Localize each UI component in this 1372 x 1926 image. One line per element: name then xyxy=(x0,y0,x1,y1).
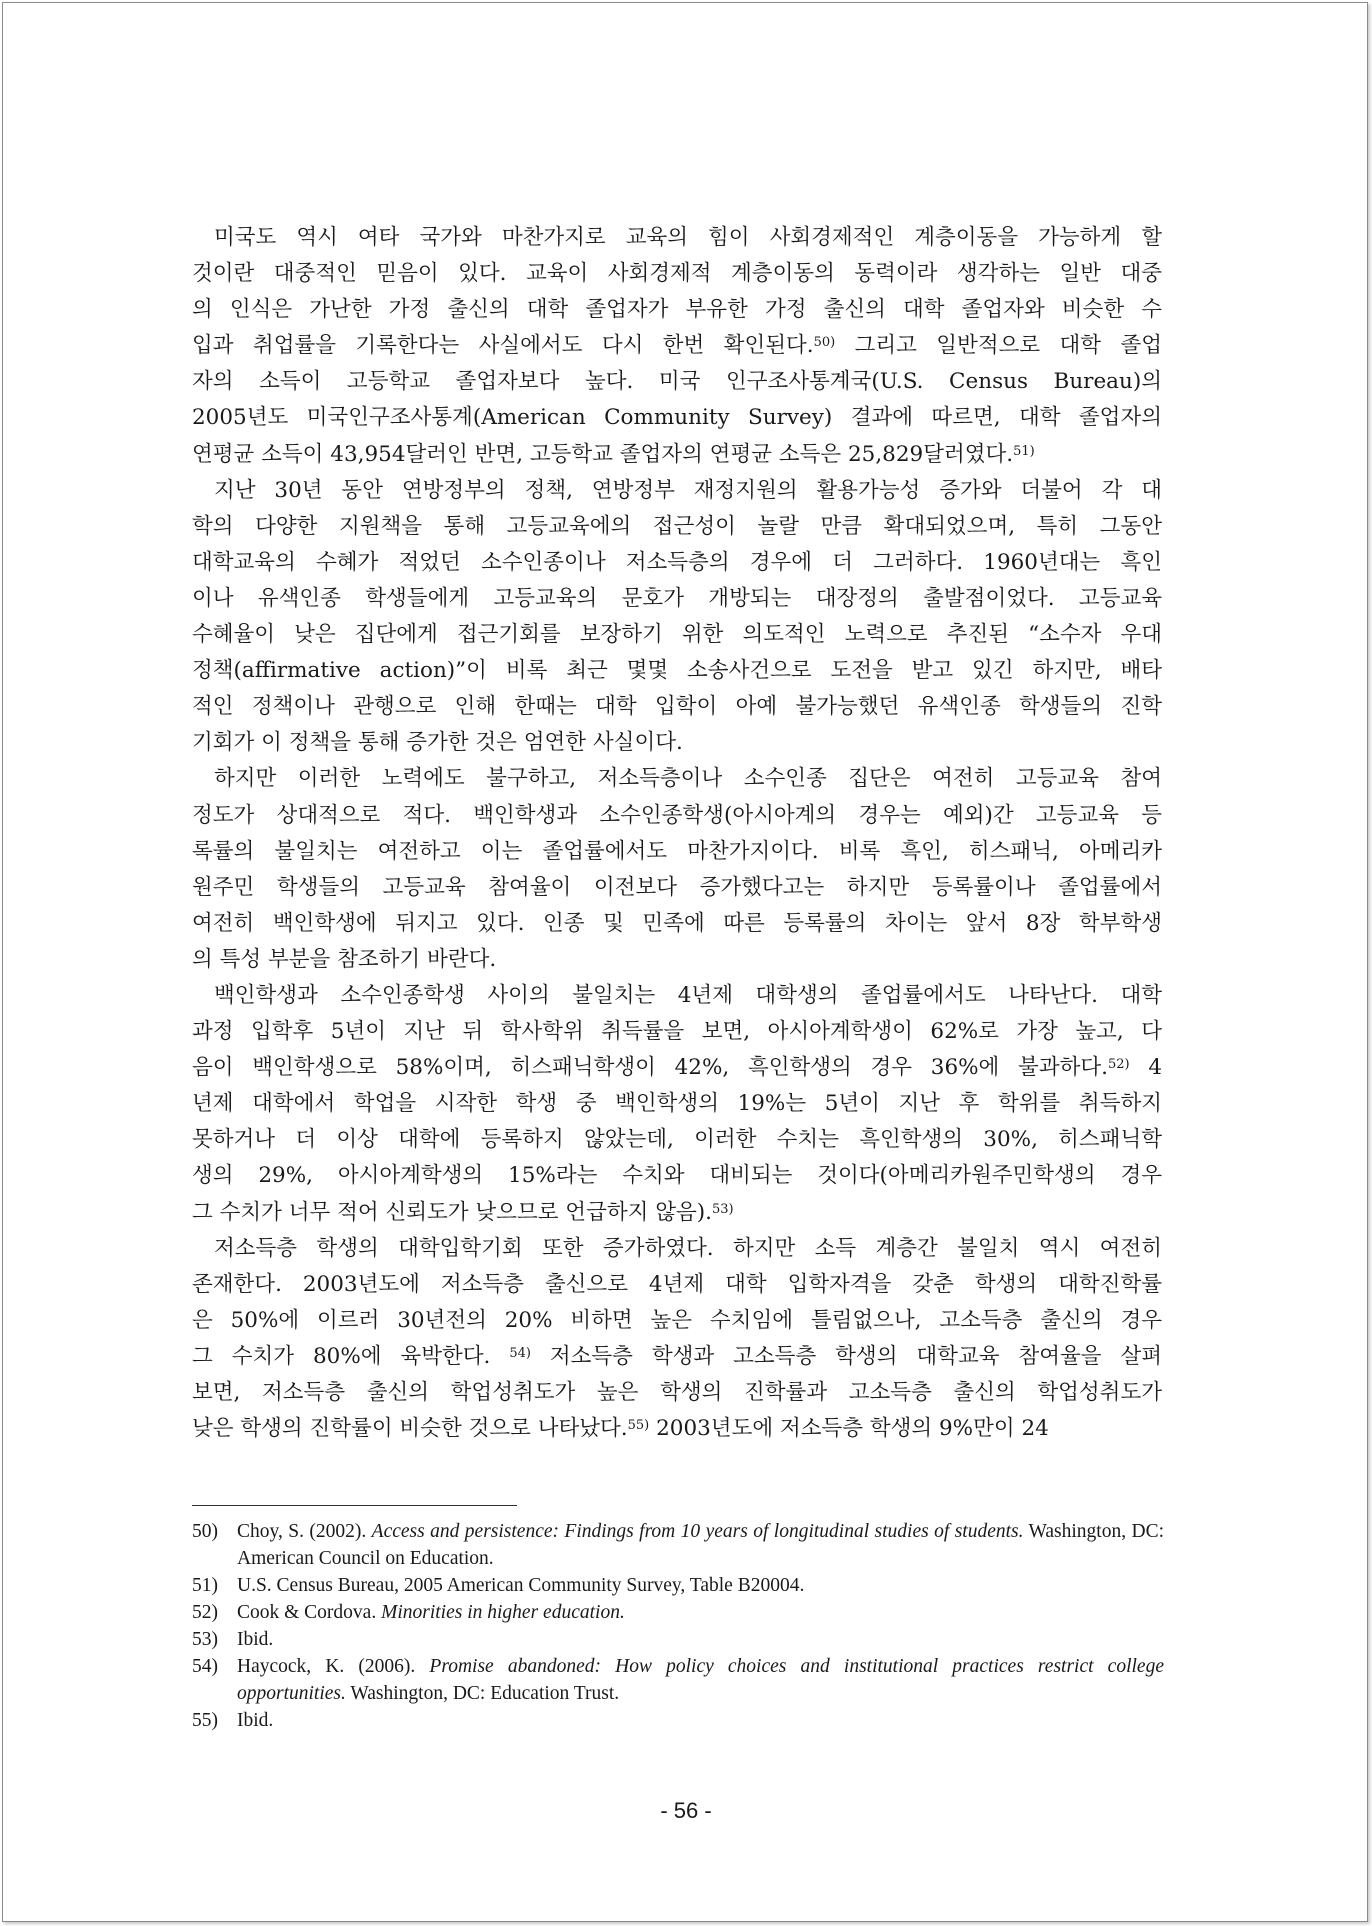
footnote-item xyxy=(192,1653,1164,1707)
text-line: 학의 다양한 지원책을 통해 고등교육에의 접근성이 놀랄 만큼 확대되었으며, 특히 그동안 xyxy=(192,513,1162,539)
text-line: 년제 대학에서 학업을 시작한 학생 중 백인학생의 19%는 5년이 지난 후 학위를 취득하지 xyxy=(192,1091,1162,1117)
footnote-number: 50) xyxy=(192,1521,218,1542)
footnote-item xyxy=(192,1599,1164,1626)
text-line: 기회가 이 정책을 통해 증가한 것은 엄연한 사실이다. xyxy=(192,730,683,756)
text-line: 지난 30년 동안 연방정부의 정책, 연방정부 재정지원의 활용가능성 증가와 더불어 각 대 xyxy=(214,477,1162,503)
text-line: 미국도 역시 여타 국가와 마찬가지로 교육의 힘이 사회경제적인 계층이동을 가능하게 할 xyxy=(214,225,1162,250)
footnote-item xyxy=(192,1707,1164,1734)
text-line: 이나 유색인종 학생들에게 고등교육의 문호가 개방되는 대장정의 출발점이었다. 고등교육 xyxy=(192,585,1162,611)
text-line: 그 수치가 80%에 육박한다. $^{54)}$ 저소득층 학생과 고소득층 학생의 대학교육 참여율을 살펴 xyxy=(192,1343,1162,1369)
footnote-text: Choy, S. (2002). Access and persistence: Findings from 10 years of longitudinal studies of students. Washington, DC: American Council on Education. xyxy=(237,1521,1164,1569)
body-paragraph xyxy=(192,1231,1162,1448)
text-line: 못하거나 더 이상 대학에 등록하지 않았는데, 이러한 수치는 흑인학생의 30%, 히스패닉학 xyxy=(192,1127,1162,1153)
text-line: 백인학생과 소수인종학생 사이의 불일치는 4년제 대학생의 졸업률에서도 나타난다. 대학 xyxy=(214,982,1162,1008)
footnote-number: 52) xyxy=(192,1602,218,1623)
page-number: - 56 - xyxy=(660,1798,712,1823)
text-line: 그 수치가 너무 적어 신뢰도가 낮으므로 언급하지 않음).$^{53)}$ xyxy=(192,1199,734,1225)
text-line: 연평균 소득이 43,954달러인 반면, 고등학교 졸업자의 연평균 소득은 25,829달러였다.$^{51)}$ xyxy=(192,441,1035,467)
text-line: 원주민 학생들의 고등교육 참여율이 이전보다 증가했다고는 하지만 등록률이나 졸업률에서 xyxy=(192,874,1162,900)
footnote-item xyxy=(192,1518,1164,1572)
text-line: 자의 소득이 고등학교 졸업자보다 높다. 미국 인구조사통계국(U.S. Census Bureau)의 xyxy=(192,369,1162,395)
footnotes xyxy=(192,1518,1164,1734)
footnote-ref: 53) xyxy=(711,1201,734,1217)
text-line: 적인 정책이나 관행으로 인해 한때는 대학 입학이 아예 불가능했던 유색인종 학생들의 진학 xyxy=(192,694,1162,720)
body-paragraph xyxy=(192,220,1162,473)
text-line: 입과 취업률을 기록한다는 사실에서도 다시 한번 확인된다.$^{50)}$ 그리고 일반적으로 대학 졸업 xyxy=(192,333,1162,359)
body-text xyxy=(192,220,1162,1447)
footnote-number: 53) xyxy=(192,1629,218,1650)
footnote-ref: 52) xyxy=(1107,1057,1130,1073)
text-line: 생의 29%, 아시아계학생의 15%라는 수치와 대비되는 것이다(아메리카원주민학생의 경우 xyxy=(192,1163,1162,1189)
text-line: 정도가 상대적으로 적다. 백인학생과 소수인종학생(아시아계의 경우는 예외)간 고등교육 등 xyxy=(192,802,1162,828)
footnote-text: Haycock, K. (2006). Promise abandoned: How policy choices and institutional practices restrict college opportunities. Washington, DC: Education Trust. xyxy=(237,1656,1164,1704)
body-paragraph xyxy=(192,473,1162,762)
text-line: 저소득층 학생의 대학입학기회 또한 증가하였다. 하지만 소득 계층간 불일치 역시 여전히 xyxy=(214,1235,1162,1261)
text-line: 여전히 백인학생에 뒤지고 있다. 인종 및 민족에 따른 등록률의 차이는 앞서 8장 학부학생 xyxy=(192,910,1162,936)
text-line: 것이란 대중적인 믿음이 있다. 교육이 사회경제적 계층이동의 동력이라 생각하는 일반 대중 xyxy=(192,261,1162,287)
text-line: 록률의 불일치는 여전하고 이는 졸업률에서도 마찬가지이다. 비록 흑인, 히스패닉, 아메리카 xyxy=(192,838,1162,864)
footnote-item xyxy=(192,1572,1164,1599)
text-line: 정책(affirmative action)”이 비록 최근 몇몇 소송사건으로 도전을 받고 있긴 하지만, 배타 xyxy=(192,658,1162,684)
footnote-number: 55) xyxy=(192,1710,218,1731)
footnote-divider xyxy=(192,1505,517,1506)
footnote-ref: 55) xyxy=(627,1418,650,1434)
footnote-title: Access and persistence: Findings from 10 years of longitudinal studies of students. xyxy=(371,1521,1024,1542)
footnote-ref: 54) xyxy=(509,1345,531,1361)
footnote-item xyxy=(192,1626,1164,1653)
footnote-text: U.S. Census Bureau, 2005 American Community Survey, Table B20004. xyxy=(237,1575,805,1596)
footnote-title: Promise abandoned: How policy choices and institutional practices restrict college opportunities. xyxy=(237,1656,1164,1704)
text-line: 의 특성 부분을 참조하기 바란다. xyxy=(192,946,497,972)
text-line: 보면, 저소득층 출신의 학업성취도가 높은 학생의 진학률과 고소득층 출신의 학업성취도가 xyxy=(192,1380,1162,1405)
text-line: 대학교육의 수혜가 적었던 소수인종이나 저소득층의 경우에 더 그러하다. 1960년대는 흑인 xyxy=(192,549,1162,575)
text-line: 2005년도 미국인구조사통계(American Community Survey) 결과에 따르면, 대학 졸업자의 xyxy=(192,405,1162,431)
text-line: 은 50%에 이르러 30년전의 20% 비하면 높은 수치임에 틀림없으나, 고소득층 출신의 경우 xyxy=(192,1307,1162,1333)
text-line: 과정 입학후 5년이 지난 뒤 학사학위 취득률을 보면, 아시아계학생이 62%로 가장 높고, 다 xyxy=(192,1019,1162,1045)
text-line: 수혜율이 낮은 집단에게 접근기회를 보장하기 위한 의도적인 노력으로 추진된 “소수자 우대 xyxy=(192,622,1162,648)
text-line: 의 인식은 가난한 가정 출신의 대학 졸업자가 부유한 가정 출신의 대학 졸업자와 비슷한 수 xyxy=(192,297,1162,323)
footnote-text: Ibid. xyxy=(237,1629,274,1650)
footnote-number: 54) xyxy=(192,1656,218,1677)
footnote-number: 51) xyxy=(192,1575,218,1596)
text-line: 존재한다. 2003년도에 저소득층 출신으로 4년제 대학 입학자격을 갖춘 학생의 대학진학률 xyxy=(192,1271,1162,1297)
text-line: 낮은 학생의 진학률이 비슷한 것으로 나타났다.$^{55)}$ 2003년도에 저소득층 학생의 9%만이 24 xyxy=(192,1416,1049,1442)
footnote-ref: 50) xyxy=(813,335,836,351)
body-paragraph xyxy=(192,978,1162,1231)
footnote-text: Cook & Cordova. Minorities in higher education. xyxy=(237,1602,625,1623)
text-line: 하지만 이러한 노력에도 불구하고, 저소득층이나 소수인종 집단은 여전히 고등교육 참여 xyxy=(214,766,1162,792)
footnote-text: Ibid. xyxy=(237,1710,274,1731)
text-line: 음이 백인학생으로 58%이며, 히스패닉학생이 42%, 흑인학생의 경우 36%에 불과하다.$^{52)}$ 4 xyxy=(192,1055,1162,1081)
footnote-title: Minorities in higher education. xyxy=(381,1602,625,1623)
footnote-ref: 51) xyxy=(1013,443,1035,459)
body-paragraph xyxy=(192,761,1162,978)
